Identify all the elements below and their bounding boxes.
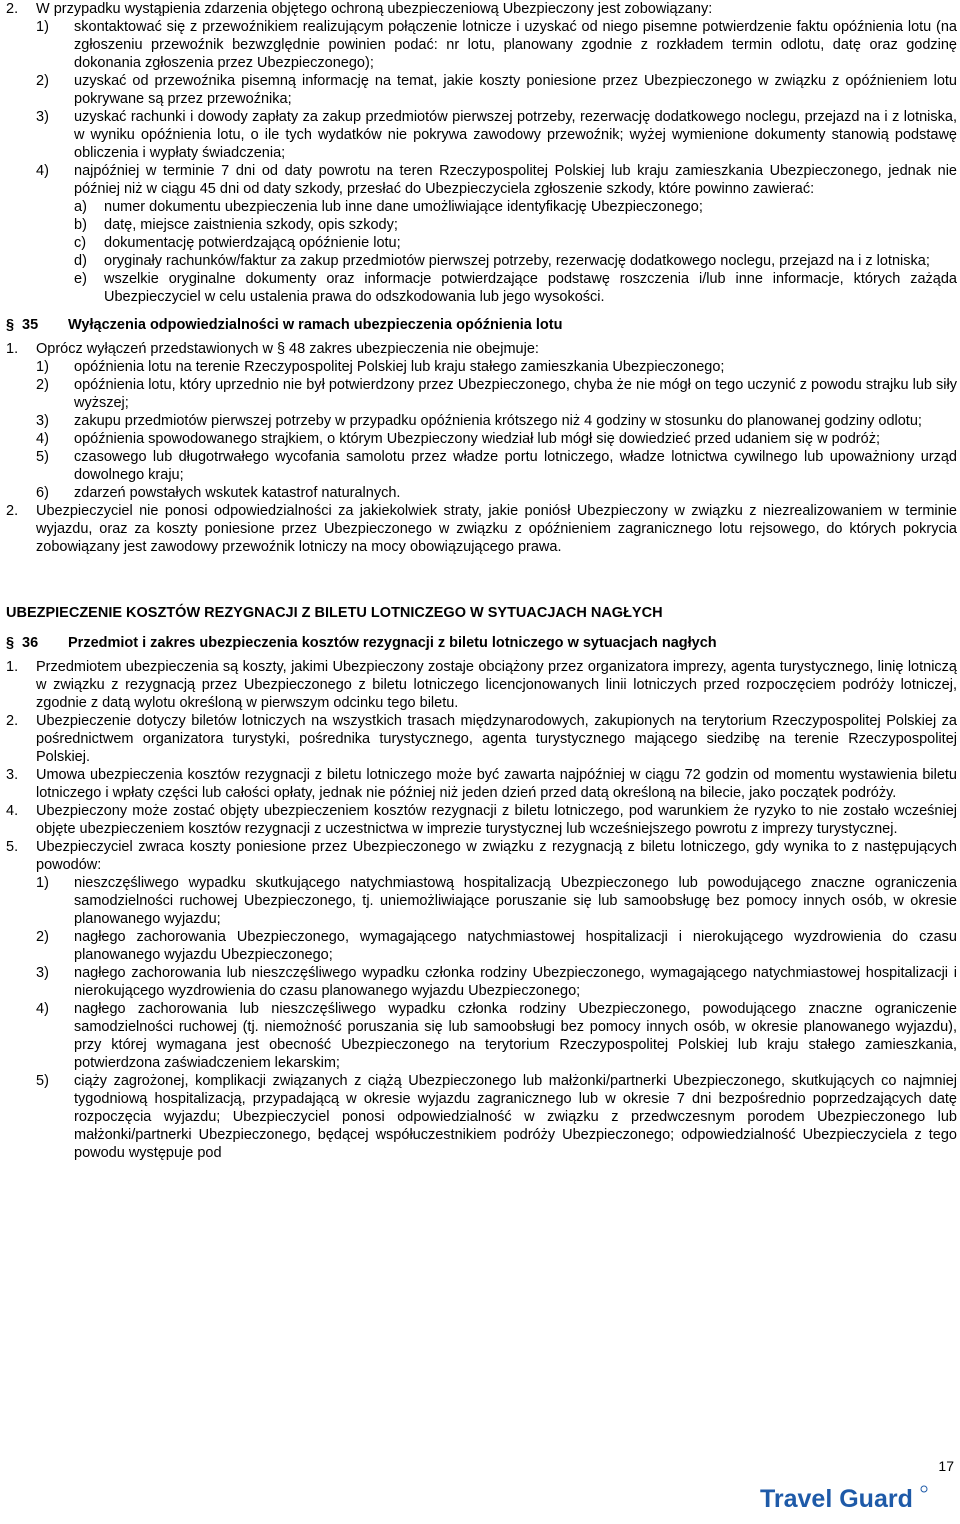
list-item (6, 358, 957, 376)
item-text: opóźnienia lotu na terenie Rzeczypospolitej Polskiej lub kraju stałego zamieszkania Ubezpieczonego; (74, 359, 725, 375)
logo-wordmark: Travel Guard (760, 1485, 913, 1513)
point-text: Umowa ubezpieczenia kosztów rezygnacji z biletu lotniczego może być zawarta najpóźniej w ciągu 72 godzin od momentu wystawienia biletu lotniczego i wpłaty części lub całości opłaty, jednak nie później niż jeden dzień przed datą określoną na bilecie, jako początek podróży. (36, 767, 957, 801)
item-number: 3) (36, 965, 49, 981)
sub-list-item (6, 234, 957, 252)
item-number: 4) (36, 1001, 49, 1017)
item-number: 1) (36, 359, 49, 375)
numbered-point (6, 712, 957, 766)
list-item (6, 108, 957, 162)
list-item (6, 1072, 957, 1162)
list-item (6, 18, 957, 72)
section-title: Przedmiot i zakres ubezpieczenia kosztów rezygnacji z biletu lotniczego w sytuacjach nagłych (68, 635, 717, 651)
item-number: 5) (36, 1073, 49, 1089)
list-item (6, 964, 957, 1000)
numbered-point (6, 838, 957, 874)
sub-list-item (6, 216, 957, 234)
item-text: skontaktować się z przewoźnikiem realizującym połączenie lotnicze i uzyskać od niego pisemne potwierdzenie faktu opóźnienia lotu (na zgłoszeniu przewoźnik bezwzględnie powinien podać: nr lotu, planowany zgodnie z rozkładem termin odlotu, datę oraz godzinę dokonania zgłoszenia przez Ubezpieczonego); (74, 19, 957, 71)
sub-item-letter: e) (74, 271, 87, 287)
sub-item-text: numer dokumentu ubezpieczenia lub inne dane umożliwiające identyfikację Ubezpieczonego; (104, 199, 703, 215)
item-text: nagłego zachorowania lub nieszczęśliwego wypadku członka rodziny Ubezpieczonego, powodującego znaczne ograniczenie samodzielności ruchowej (tj. niemożność poruszania się lub samoobsługi bez pomocy innych osób, w okresie planowanego wyjazdu), przy której wymagana jest obecność Ubezpieczonego na terytorium Rzeczypospolitej Polskiej lub kraju stałego zamieszkania, potwierdzona zaświadczeniem lekarskim; (74, 1001, 957, 1071)
item-text: nagłego zachorowania Ubezpieczonego, wymagającego natychmiastowej hospitalizacji i nierokującego wyzdrowienia do czasu planowanego wyjazdu Ubezpieczonego; (74, 929, 957, 963)
point-text: W przypadku wystąpienia zdarzenia objętego ochroną ubezpieczeniową Ubezpieczony jest zobowiązany: (36, 1, 713, 17)
chapter-heading: UBEZPIECZENIE KOSZTÓW REZYGNACJI Z BILETU LOTNICZEGO W SYTUACJACH NAGŁYCH (6, 605, 663, 621)
page-number: 17 (938, 1458, 954, 1474)
point-text: Ubezpieczyciel nie ponosi odpowiedzialności za jakiekolwiek straty, jakie poniósł Ubezpieczony w związku z niezrealizowaniem w terminie wyjazdu, oraz za koszty poniesione przez Ubezpieczonego w związku z opóźnieniem zagranicznego lotu rejsowego, do których pokrycia zobowiązany jest zawodowy przewoźnik lotniczy na mocy obowiązującego prawa. (36, 503, 957, 555)
item-number: 2) (36, 73, 49, 89)
point-text: Oprócz wyłączeń przedstawionych w § 48 zakres ubezpieczenia nie obejmuje: (36, 341, 539, 357)
point-text: Przedmiotem ubezpieczenia są koszty, jakimi Ubezpieczony zostaje obciążony przez organizatora imprezy, agenta turystycznego, linię lotniczą w związku z rezygnacją przez Ubezpieczonego z biletu lotniczego licencjonowanych linii lotniczych przed rozpoczęciem podróży lotniczej, zgodnie z datą wylotu określoną w pierwszym odcinku tego biletu. (36, 659, 957, 711)
numbered-point (6, 502, 957, 556)
section-title: Wyłączenia odpowiedzialności w ramach ubezpieczenia opóźnienia lotu (68, 317, 563, 333)
item-text: nieszczęśliwego wypadku skutkującego natychmiastową hospitalizacją Ubezpieczonego lub powodującego znaczne ograniczenia samodzielności ruchowej Ubezpieczonego, tj. uniemożliwiające poruszanie się lub samoobsługę bez pomocy innych osób, w okresie planowanego wyjazdu; (74, 875, 957, 927)
sub-item-text: dokumentację potwierdzającą opóźnienie lotu; (104, 235, 401, 251)
logo-graphic (760, 1482, 930, 1516)
sub-item-letter: c) (74, 235, 87, 251)
registered-mark-icon (921, 1486, 927, 1492)
item-number: 4) (36, 431, 49, 447)
section-sign: § (6, 635, 15, 651)
item-number: 2) (36, 377, 49, 393)
section-heading (6, 316, 957, 334)
sub-item-text: datę, miejsce zaistnienia szkody, opis szkody; (104, 217, 398, 233)
item-text: zdarzeń powstałych wskutek katastrof naturalnych. (74, 485, 401, 501)
item-text: uzyskać od przewoźnika pisemną informację na temat, jakie koszty poniesione przez Ubezpieczonego w związku z opóźnieniem lotu pokrywane są przez przewoźnika; (74, 73, 957, 107)
numbered-point (6, 658, 957, 712)
list-item (6, 430, 957, 448)
point-text: Ubezpieczyciel zwraca koszty poniesione przez Ubezpieczonego w związku z rezygnacją z biletu lotniczego, gdy wynika to z następujących powodów: (36, 839, 957, 873)
sub-list-item (6, 252, 957, 270)
point-number: 3. (6, 767, 19, 783)
item-number: 3) (36, 413, 49, 429)
travel-guard-logo (760, 1482, 930, 1516)
item-text: zakupu przedmiotów pierwszej potrzeby w przypadku opóźnienia krótszego niż 4 godziny w stosunku do planowanej godziny odlotu; (74, 413, 922, 429)
point-number: 2. (6, 503, 19, 519)
point-number: 2. (6, 713, 19, 729)
item-number: 1) (36, 875, 49, 891)
item-number: 4) (36, 163, 49, 179)
point-number: 5. (6, 839, 19, 855)
numbered-point (6, 802, 957, 838)
item-text: nagłego zachorowania lub nieszczęśliwego wypadku członka rodziny Ubezpieczonego, wymagającego natychmiastowej hospitalizacji i nierokującego wyzdrowienia do czasu planowanego wyjazdu Ubezpieczonego; (74, 965, 957, 999)
point-number: 2. (6, 1, 19, 17)
list-item (6, 448, 957, 484)
list-item (6, 484, 957, 502)
sub-list-item (6, 270, 957, 306)
sub-item-text: wszelkie oryginalne dokumenty oraz informacje potwierdzające podstawę roszczenia i/lub inne informacje, których zażąda Ubezpieczyciel w celu ustalenia prawa do odszkodowania lub jego wysokości. (104, 271, 957, 305)
list-item (6, 72, 957, 108)
numbered-point (6, 340, 957, 358)
list-item (6, 376, 957, 412)
section-number: 35 (22, 317, 39, 333)
sub-item-letter: a) (74, 199, 87, 215)
list-item (6, 412, 957, 430)
list-item (6, 928, 957, 964)
list-item (6, 162, 957, 198)
numbered-point (6, 0, 957, 18)
list-item (6, 1000, 957, 1072)
item-text: opóźnienia lotu, który uprzednio nie był potwierdzony przez Ubezpieczonego, chyba że nie mógł on tego uczynić z powodu strajku lub siły wyższej; (74, 377, 957, 411)
point-number: 1. (6, 341, 19, 357)
list-item (6, 874, 957, 928)
section-number: 36 (22, 635, 39, 651)
section-sign: § (6, 317, 15, 333)
item-number: 1) (36, 19, 49, 35)
section-heading (6, 634, 957, 652)
sub-list-item (6, 198, 957, 216)
item-number: 2) (36, 929, 49, 945)
item-number: 6) (36, 485, 49, 501)
item-number: 3) (36, 109, 49, 125)
item-text: ciąży zagrożonej, komplikacji związanych z ciążą Ubezpieczonego lub małżonki/partnerki Ubezpieczonego, skutkujących co najmniej tygodniową hospitalizacją, przypadającą w okresie wyjazdu zagranicznego lub w okresie 7 dni bezpośrednio poprzedzających datę rozpoczęcia wyjazdu; Ubezpieczyciel ponosi odpowiedzialność w związku z przedwczesnym porodem Ubezpieczonego lub małżonki/partnerki Ubezpieczonego, będącej współuczestnikiem podróży Ubezpieczonego; odpowiedzialność Ubezpieczyciela z tego powodu występuje pod (74, 1073, 957, 1161)
item-text: opóźnienia spowodowanego strajkiem, o którym Ubezpieczony wiedział lub mógł się dowiedzieć przed udaniem się w podróż; (74, 431, 880, 447)
point-text: Ubezpieczenie dotyczy biletów lotniczych na wszystkich trasach międzynarodowych, zakupionych na terytorium Rzeczypospolitej Polskiej za pośrednictwem organizatora turystyki, pośrednika turystycznego, agenta turystycznego mającego siedzibę na terenie Rzeczypospolitej Polskiej. (36, 713, 957, 765)
item-text: czasowego lub długotrwałego wycofania samolotu przez władze portu lotniczego, władze lotnictwa cywilnego lub upoważniony urząd dowolnego kraju; (74, 449, 957, 483)
sub-item-text: oryginały rachunków/faktur za zakup przedmiotów pierwszej potrzeby, rezerwację dodatkowego noclegu, przejazd na i z lotniska; (104, 253, 930, 269)
item-text: najpóźniej w terminie 7 dni od daty powrotu na teren Rzeczypospolitej Polskiej lub kraju zamieszkania Ubezpieczonego, jednak nie później niż w ciągu 45 dni od daty szkody, przesłać do Ubezpieczyciela zgłoszenie szkody, które powinno zawierać: (74, 163, 957, 197)
sub-item-letter: d) (74, 253, 87, 269)
point-number: 4. (6, 803, 19, 819)
item-number: 5) (36, 449, 49, 465)
item-text: uzyskać rachunki i dowody zapłaty za zakup przedmiotów pierwszej potrzeby, rezerwację dodatkowego noclegu, przejazd na i z lotniska, w wyniku opóźnienia lotu, o ile tych wydatków nie pokrywa zawodowy przewoźnik; wyżej wymienione dokumenty stanowią podstawę obliczenia i wypłaty świadczenia; (74, 109, 957, 161)
sub-item-letter: b) (74, 217, 87, 233)
numbered-point (6, 766, 957, 802)
point-number: 1. (6, 659, 19, 675)
point-text: Ubezpieczony może zostać objęty ubezpieczeniem kosztów rezygnacji z biletu lotniczego, pod warunkiem że ryzyko to nie zostało wcześniej objęte ubezpieczeniem kosztów rezygnacji z uczestnictwa w imprezie turystycznej lub wcześniejszego powrotu z imprezy turystycznej. (36, 803, 957, 837)
